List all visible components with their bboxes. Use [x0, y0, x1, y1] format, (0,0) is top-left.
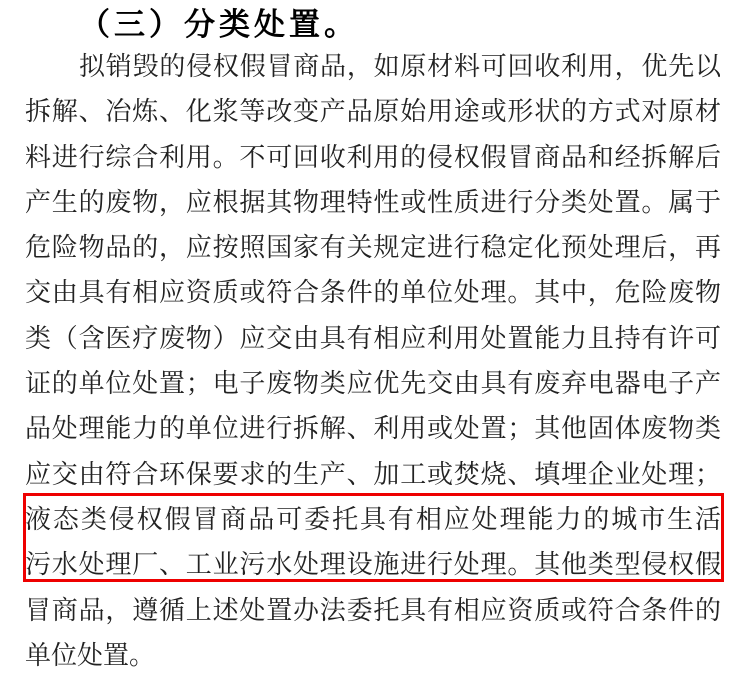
text-line: 冒商品，遵循上述处置办法委托具有相应资质或符合条件的 — [25, 595, 721, 625]
text-line: 证的单位处置；电子废物类应优先交由具有废弃电器电子产 — [25, 369, 721, 399]
text-line: 单位处置。 — [25, 640, 156, 670]
text-line: 品处理能力的单位进行拆解、利用或处置；其他固体废物类 — [25, 414, 721, 444]
text-line: 危险物品的，应按照国家有关规定进行稳定化预处理后，再 — [25, 233, 721, 263]
text-line: 类（含医疗废物）应交由具有相应利用处置能力且持有许可 — [25, 323, 721, 353]
paragraph — [25, 44, 721, 678]
text-line-highlighted: 液态类侵权假冒商品可委托具有相应处理能力的城市生活 — [25, 504, 721, 534]
text-line: 产生的废物，应根据其物理特性或性质进行分类处置。属于 — [25, 187, 721, 217]
text-line: 交由具有相应资质或符合条件的单位处理。其中，危险废物 — [25, 278, 721, 308]
text-line: 应交由符合环保要求的生产、加工或焚烧、填埋企业处理； — [25, 459, 721, 489]
text-line-highlighted: 污水处理厂、工业污水处理设施进行处理。其他类型侵权假 — [25, 550, 721, 580]
text-line: 拟销毁的侵权假冒商品，如原材料可回收利用，优先以 — [79, 52, 721, 81]
section-heading: （三）分类处置。 — [79, 7, 359, 42]
text-line: 料进行综合利用。不可回收利用的侵权假冒商品和经拆解后 — [25, 142, 721, 172]
text-line: 拆解、冶炼、化浆等改变产品原始用途或形状的方式对原材 — [25, 97, 721, 127]
